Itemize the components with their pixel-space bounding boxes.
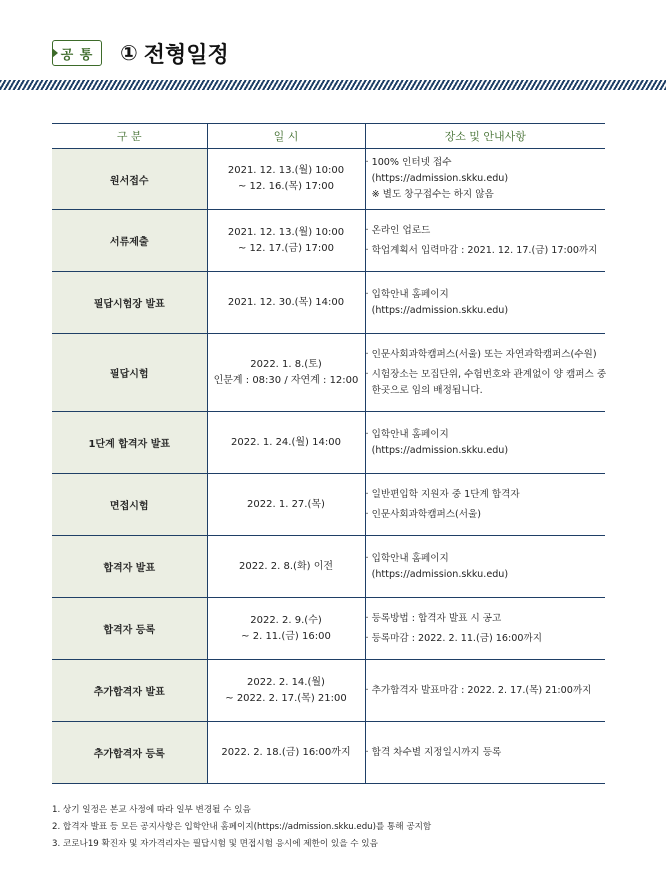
- date-line: 2022. 2. 9.(수): [250, 614, 322, 626]
- table-row: [52, 536, 605, 598]
- row-date: [207, 149, 365, 210]
- date-line: 2022. 2. 14.(월): [247, 676, 325, 688]
- info-line: (https://admission.skku.edu): [365, 304, 509, 316]
- info-line: · 학업계획서 입력마감 : 2021. 12. 17.(금) 17:00까지: [365, 244, 598, 256]
- row-info: [365, 272, 605, 334]
- footnote: 3. 코로나19 확진자 및 자가격리자는 필답시험 및 면접시험 응시에 제한이 있을 수 있음: [52, 839, 378, 849]
- row-date: [207, 598, 365, 660]
- info-line: ※ 별도 창구접수는 하지 않음: [365, 189, 494, 200]
- row-category: 필답시험: [52, 334, 207, 412]
- schedule-table: [52, 123, 605, 784]
- row-info: [365, 210, 605, 272]
- date-line: 인문계 : 08:30 / 자연계 : 12:00: [213, 374, 359, 386]
- row-category: 1단계 합격자 발표: [52, 412, 207, 474]
- footnote: 1. 상기 일정은 본교 사정에 따라 일부 변경될 수 있음: [52, 805, 251, 815]
- row-info: [365, 474, 605, 536]
- row-date: [207, 660, 365, 722]
- common-badge: [52, 40, 102, 66]
- table-header-row: [52, 124, 605, 149]
- row-category: 추가합격자 발표: [52, 660, 207, 722]
- footnotes: [52, 802, 431, 853]
- info-line: · 인문사회과학캠퍼스(서울) 또는 자연과학캠퍼스(수원): [365, 348, 597, 360]
- badge-label: 공 통: [60, 47, 94, 63]
- date-line: 2022. 1. 8.(토): [250, 358, 322, 370]
- date-line: ~ 2. 11.(금) 16:00: [241, 630, 331, 642]
- date-line: 2021. 12. 13.(월) 10:00: [227, 226, 345, 238]
- row-info: [365, 334, 605, 412]
- page-title: 전형일정: [143, 42, 229, 68]
- row-date: [207, 210, 365, 272]
- table-row: [52, 722, 605, 784]
- row-date: [207, 412, 365, 474]
- section-header: [52, 38, 229, 68]
- row-category: 면접시험: [52, 474, 207, 536]
- row-info: [365, 598, 605, 660]
- row-category: 필답시험장 발표: [52, 272, 207, 334]
- date-line: 2022. 1. 24.(월) 14:00: [231, 436, 341, 448]
- info-line: (https://admission.skku.edu): [365, 444, 509, 456]
- date-line: 2022. 1. 27.(목): [247, 498, 325, 510]
- info-line: · 인문사회과학캠퍼스(서울): [365, 508, 482, 520]
- table-row: [52, 149, 605, 210]
- row-info: [365, 660, 605, 722]
- row-date: [207, 474, 365, 536]
- row-date: [207, 334, 365, 412]
- date-line: 2022. 2. 18.(금) 16:00까지: [221, 746, 351, 758]
- date-line: 2021. 12. 30.(목) 14:00: [227, 296, 345, 308]
- row-category: 추가합격자 등록: [52, 722, 207, 784]
- date-line: 2021. 12. 13.(월) 10:00: [227, 165, 345, 176]
- info-line: · 온라인 업로드: [365, 224, 431, 236]
- info-line: · 100% 인터넷 접수: [365, 157, 452, 168]
- table-row: [52, 412, 605, 474]
- hatched-divider: [0, 80, 666, 90]
- row-date: [207, 536, 365, 598]
- info-line: · 시험장소는 모집단위, 수험번호와 관계없이 양 캠퍼스 중: [365, 368, 607, 380]
- info-line: (https://admission.skku.edu): [365, 173, 509, 184]
- date-line: ~ 12. 17.(금) 17:00: [237, 242, 334, 254]
- row-category: 합격자 발표: [52, 536, 207, 598]
- info-line: · 입학안내 홈페이지: [365, 552, 449, 564]
- info-line: 한곳으로 임의 배정됩니다.: [365, 384, 483, 396]
- table-row: [52, 210, 605, 272]
- row-category: 서류제출: [52, 210, 207, 272]
- info-line: · 입학안내 홈페이지: [365, 428, 449, 440]
- row-date: [207, 722, 365, 784]
- column-header-category: 구 분: [52, 124, 207, 149]
- badge-arrow-icon: [52, 48, 58, 58]
- footnote: 2. 합격자 발표 등 모든 공지사항은 입학안내 홈페이지(https://admission.skku.edu)를 통해 공지함: [52, 822, 432, 832]
- date-line: 2022. 2. 8.(화) 이전: [238, 560, 334, 572]
- table-row: [52, 598, 605, 660]
- column-header-date: 일 시: [207, 124, 365, 149]
- row-info: [365, 722, 605, 784]
- column-header-info: 장소 및 안내사항: [365, 124, 605, 149]
- row-date: [207, 272, 365, 334]
- row-info: [365, 149, 605, 210]
- info-line: (https://admission.skku.edu): [365, 568, 509, 580]
- info-line: · 합격 차수별 지정일시까지 등록: [365, 746, 502, 758]
- row-info: [365, 412, 605, 474]
- table-row: [52, 474, 605, 536]
- info-line: · 일반편입학 지원자 중 1단계 합격자: [365, 488, 520, 500]
- table-row: [52, 272, 605, 334]
- section-number: ①: [120, 41, 138, 65]
- info-line: · 추가합격자 발표마감 : 2022. 2. 17.(목) 21:00까지: [365, 684, 592, 696]
- date-line: ~ 2022. 2. 17.(목) 21:00: [225, 692, 347, 704]
- row-category: 합격자 등록: [52, 598, 207, 660]
- table-row: [52, 334, 605, 412]
- row-category: 원서접수: [52, 149, 207, 210]
- info-line: · 등록마감 : 2022. 2. 11.(금) 16:00까지: [365, 632, 542, 644]
- info-line: · 등록방법 : 합격자 발표 시 공고: [365, 612, 502, 624]
- date-line: ~ 12. 16.(목) 17:00: [237, 181, 334, 192]
- info-line: · 입학안내 홈페이지: [365, 288, 449, 300]
- table-row: [52, 660, 605, 722]
- row-info: [365, 536, 605, 598]
